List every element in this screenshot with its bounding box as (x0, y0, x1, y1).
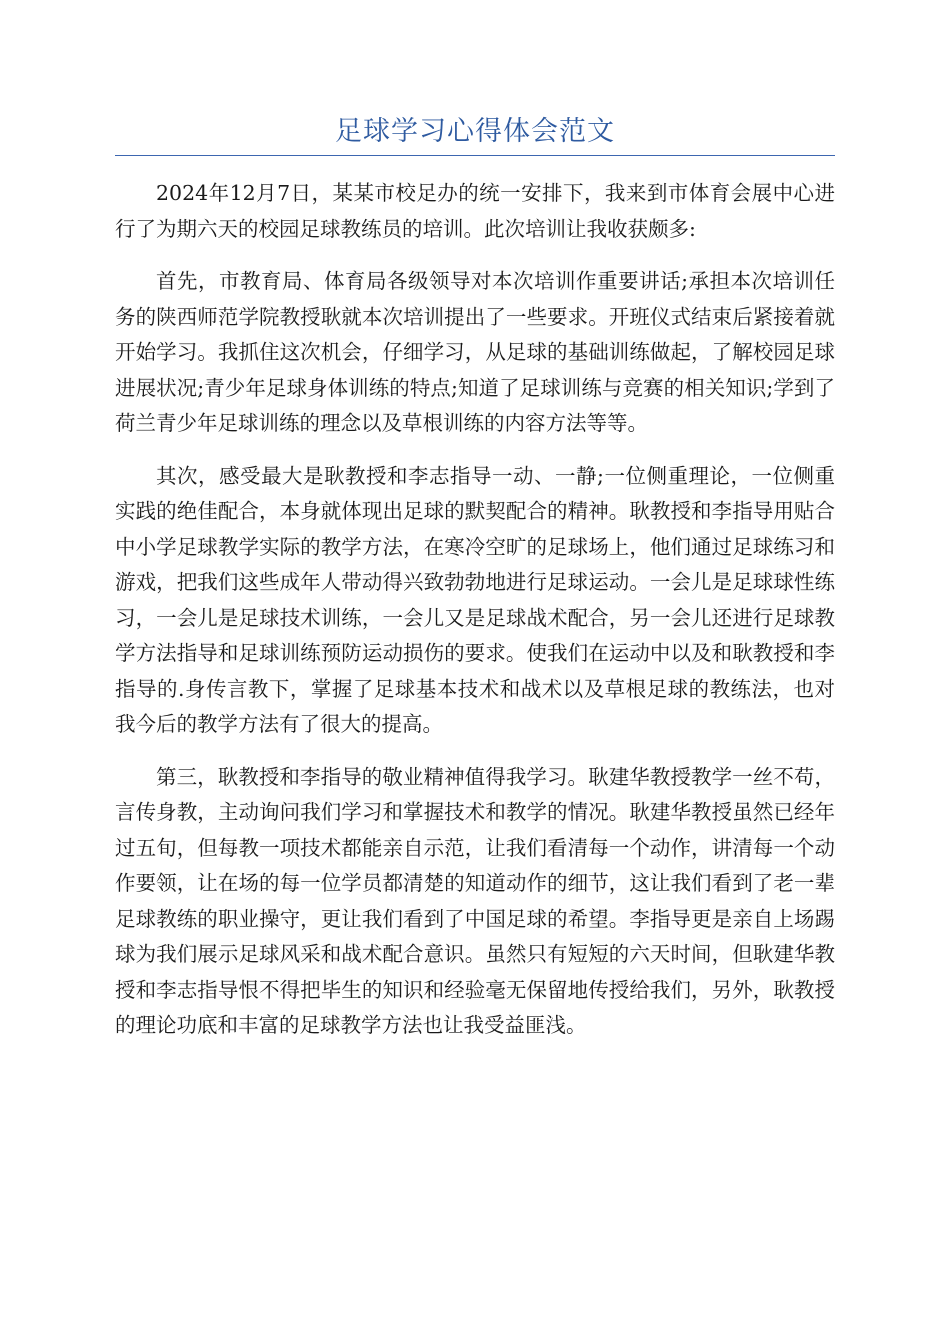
document-title: 足球学习心得体会范文 (335, 116, 615, 147)
paragraph-second: 其次，感受最大是耿教授和李志指导一动、一静;一位侧重理论，一位侧重实践的绝佳配合，本身就体现出足球的默契配合的精神。耿教授和李指导用贴合中小学足球教学实际的教学方法，在寒冷空旷的足球场上，他们通过足球练习和游戏，把我们这些成年人带动得兴致勃勃地进行足球运动。一会儿是足球球性练习，一会儿是足球技术训练，一会儿又是足球战术配合，另一会儿还进行足球教学方法指导和足球训练预防运动损伤的要求。使我们在运动中以及和耿教授和李指导的.身传言教下，掌握了足球基本技术和战术以及草根足球的教练法，也对我今后的教学方法有了很大的提高。 (115, 463, 835, 736)
paragraph-intro: 2024年12月7日，某某市校足办的统一安排下，我来到市体育会展中心进行了为期六天的校园足球教练员的培训。此次培训让我收获颇多: (115, 181, 835, 241)
paragraph-third: 第三，耿教授和李指导的敬业精神值得我学习。耿建华教授教学一丝不苟，言传身教，主动询问我们学习和掌握技术和教学的情况。耿建华教授虽然已经年过五旬，但每教一项技术都能亲自示范，让我们看清每一个动作，讲清每一个动作要领，让在场的每一位学员都清楚的知道动作的细节，这让我们看到了老一辈足球教练的职业操守，更让我们看到了中国足球的希望。李指导更是亲自上场踢球为我们展示足球风采和战术配合意识。虽然只有短短的六天时间，但耿建华教授和李志指导恨不得把毕生的知识和经验毫无保留地传授给我们，另外，耿教授的理论功底和丰富的足球教学方法也让我受益匪浅。 (115, 764, 835, 1037)
paragraph-first: 首先，市教育局、体育局各级领导对本次培训作重要讲话;承担本次培训任务的陕西师范学院教授耿就本次培训提出了一些要求。开班仪式结束后紧接着就开始学习。我抓住这次机会，仔细学习，从足球的基础训练做起，了解校园足球进展状况;青少年足球身体训练的特点;知道了足球训练与竞赛的相关知识;学到了荷兰青少年足球训练的理念以及草根训练的内容方法等等。 (115, 269, 835, 435)
title-underline (115, 155, 835, 156)
document-body (115, 176, 835, 1061)
